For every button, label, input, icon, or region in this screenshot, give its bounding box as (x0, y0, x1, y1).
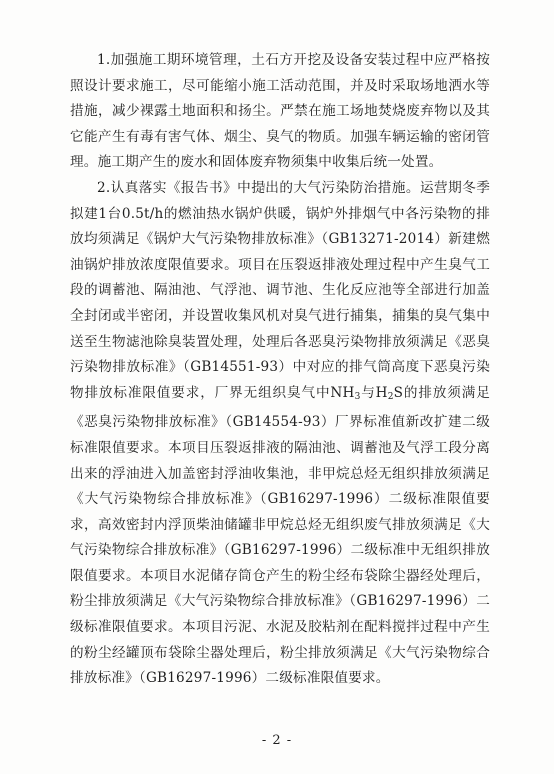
h2s-subscript: 2 (387, 391, 394, 402)
paragraph-2-text-c: S的排放须满足《恶臭污染物排放标准》（GB14554-93）厂界标准值新改扩建二级标准限值要求。本项目压裂返排液的隔油池、调蓄池及气浮工段分离出来的浮油进入加盖密封浮油收集池，非甲烷总烃无组织排放须满足《大气污染物综合排放标准》（GB16297-1996）二级标准限值要求，高效密封内浮顶柴油储罐非甲烷总烃无组织废气排放须满足《大气污染物综合排放标准》（GB16297-1996）二级标准中无组织排放限值要求。本项目水泥储存筒仓产生的粉尘经布袋除尘器经处理后，粉尘排放须满足《大气污染物综合排放标准》（GB16297-1996）二级标准限值要求。本项目污泥、水泥及胶粘剂在配料搅拌过程中产生的粉尘经罐顶布袋除尘器处理后，粉尘排放须满足《大气污染物综合排放标准》（GB16297-1996）二级标准限值要求。 (70, 384, 490, 687)
pen-mark (262, 183, 266, 193)
paragraph-2 (70, 176, 490, 692)
paragraph-1: 1.加强施工期环境管理，土石方开挖及设备安装过程中应严格按照设计要求施工，尽可能缩小施工活动范围，并及时采取场地洒水等措施，减少裸露土地面积和扬尘。严禁在施工场地焚烧废弃物以及其它能产生有毒有害气体、烟尘、臭气的物质。加强车辆运输的密闭管理。施工期产生的废水和固体废弃物须集中收集后统一处置。 (70, 52, 490, 171)
document-body (70, 48, 490, 692)
nh3-subscript: 3 (354, 391, 361, 402)
paragraph-2-text-b: 与H (360, 384, 388, 401)
page-number: - 2 - (261, 733, 293, 748)
paragraph-2-text-a: 2.认真落实《报告书》中提出的大气污染防治措施。运营期冬季拟建1台0.5t/h的燃油热水锅炉供暖，锅炉外排烟气中各污染物的排放均须满足《锅炉大气污染物排放标准》（GB13271-2014）新建燃油锅炉排放浓度限值要求。项目在压裂返排液处理过程中产生臭气工段的调蓄池、隔油池、气浮池、调节池、生化反应池等全部进行加盖全封闭或半密闭，并设置收集风机对臭气进行捕集，捕集的臭气集中送至生物滤池除臭装置处理，处理后各恶臭污染物排放须满足《恶臭污染物排放标准》（GB14551-93）中对应的排气筒高度下恶臭污染物排放标准限值要求，厂界无组织臭气中NH (70, 179, 490, 401)
